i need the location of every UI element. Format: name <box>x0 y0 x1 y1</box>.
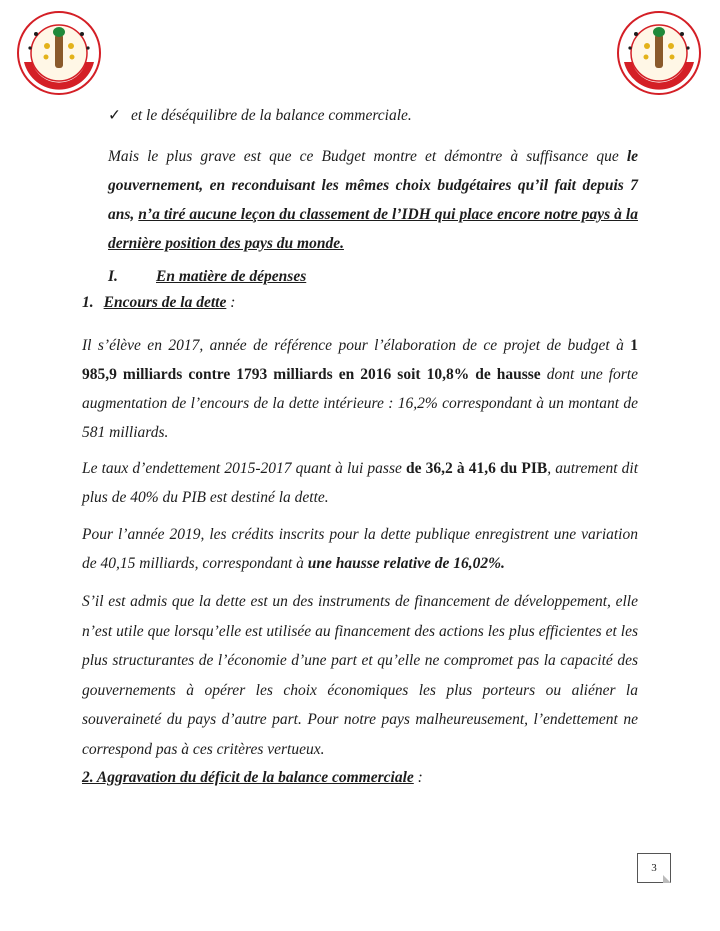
subsection-number: 1. <box>82 294 94 311</box>
para1-underlined: n’a tiré aucune leçon du classement de l’IDH qui place encore notre pays à la dernière position des pays du monde. <box>108 206 638 252</box>
para4-text: Pour l’année 2019, les crédits inscrits pour la dette publique enregistrent une variation de 40,15 milliards, correspondant à <box>82 526 638 572</box>
paragraph-debt-2017 <box>82 331 638 447</box>
party-seal-icon <box>616 10 702 96</box>
subsection-heading-1 <box>82 294 235 312</box>
party-seal-icon <box>16 10 102 96</box>
paragraph-debt-ratio <box>82 454 638 512</box>
subsection-heading-2 <box>82 769 423 787</box>
bullet-text: et le déséquilibre de la balance commerciale. <box>131 107 412 124</box>
paragraph-budget-critique <box>108 142 638 258</box>
section-heading-roman <box>108 268 306 286</box>
para2-bold: 1 985,9 milliards contre 1793 milliards en 2016 soit 10,8% de hausse <box>82 337 638 383</box>
para4-bold: une hausse relative de 16,02%. <box>307 555 505 572</box>
page-number: 3 <box>637 853 671 883</box>
para2-text-end: dont une forte augmentation de l’encours de la dette intérieure : 16,2% correspondant à un montant de 581 milliards. <box>82 366 638 441</box>
section-title: En matière de dépenses <box>156 268 307 285</box>
para3-bold: de 36,2 à 41,6 du PIB <box>406 460 548 477</box>
section-number: I. <box>108 268 118 285</box>
para1-text: Mais le plus grave est que ce Budget montre et démontre à suffisance que <box>108 148 627 165</box>
checkmark-icon: ✓ <box>108 107 121 124</box>
party-logo-left <box>16 10 102 96</box>
bullet-item <box>108 106 412 125</box>
para3-text: Le taux d’endettement 2015-2017 quant à lui passe <box>82 460 407 477</box>
paragraph-2019-credits <box>82 520 638 578</box>
paragraph-debt-analysis: S’il est admis que la dette est un des instruments de financement de développement, elle n’est utile que lorsqu’elle est utilisée au financement des actions les plus efficientes et les plus structurantes de l’économie d’une part et qu’elle ne compromet pas la capacité des gouvernements à opérer les choix économiques les plus porteurs ou aliéner la souveraineté du pays d’autre part. Pour notre pays malheureusement, l’endettement ne correspond pas à ces critères vertueux. <box>82 593 638 758</box>
subsection-title-2: 2. Aggravation du déficit de la balance commerciale <box>82 769 414 786</box>
para3-text-end: , autrement dit plus de 40% du PIB est destiné la dette. <box>82 460 638 506</box>
subsection-suffix-2: : <box>413 769 423 786</box>
subsection-suffix: : <box>226 294 236 311</box>
para1-bold: le gouvernement, en reconduisant les mêmes choix budgétaires qu’il fait depuis 7 ans, <box>108 148 638 223</box>
para2-text: Il s’élève en 2017, année de référence pour l’élaboration de ce projet de budget à <box>82 337 631 354</box>
party-logo-right <box>616 10 702 96</box>
subsection-title: Encours de la dette <box>103 294 227 311</box>
